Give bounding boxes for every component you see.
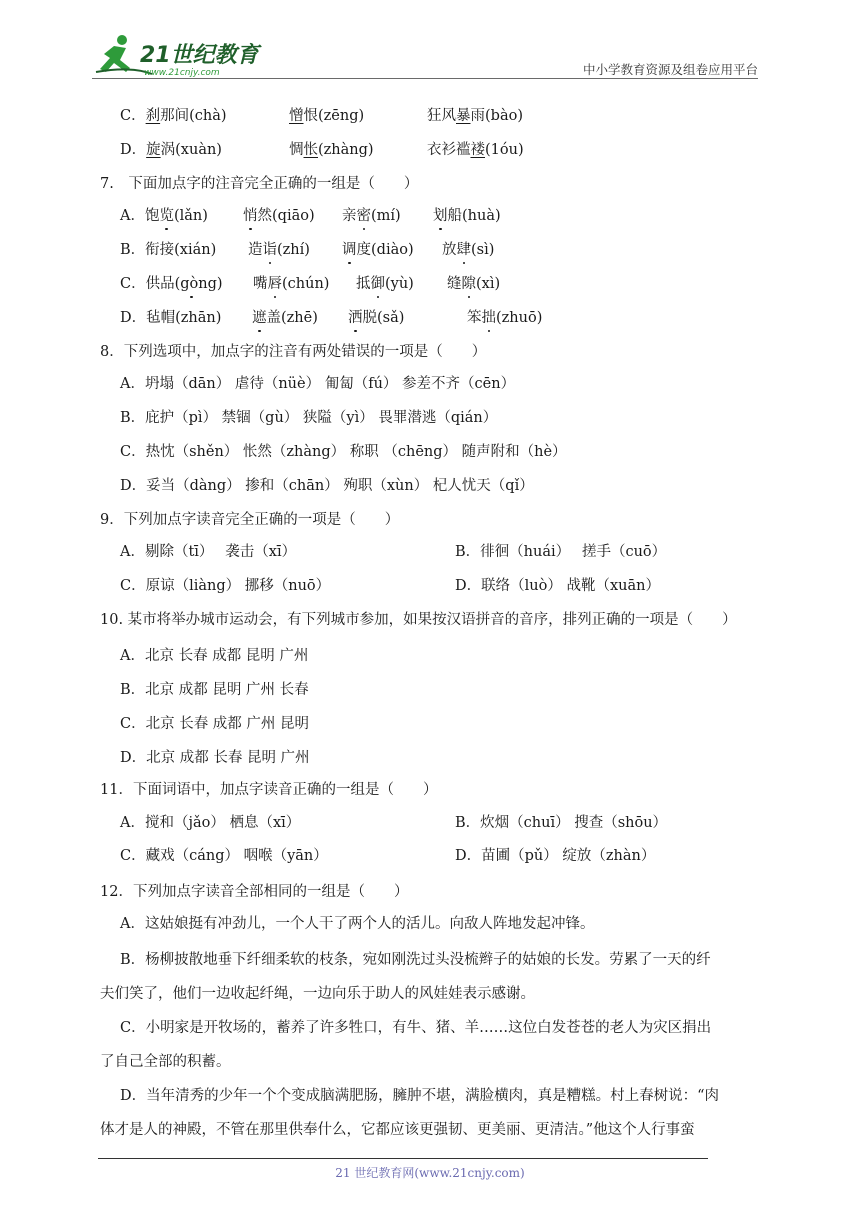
page-header xyxy=(92,32,758,80)
q10-option-a: A．北京 长春 成都 昆明 广州 xyxy=(120,648,309,664)
question-11: 11．下面词语中，加点字读音正确的一组是（ ） xyxy=(100,782,438,798)
q12-option-b-line2: 夫们笑了，他们一边收起纤绳，一边向乐于助人的风娃娃表示感谢。 xyxy=(100,986,535,1002)
q12-option-b-line1: B．杨柳披散地垂下纤细柔软的枝条，宛如刚洗过头没梳辫子的姑娘的长发。劳累了一天的纤 xyxy=(120,952,711,968)
q12-option-c-line1: C．小明家是开牧场的，蓄养了许多牲口，有牛、猪、羊……这位白发苍苍的老人为灾区捐出 xyxy=(120,1020,712,1036)
q8-option-c: C．热忱（shěn） 怅然（zhàng） 称职 （chēng） 随声附和（hè） xyxy=(120,444,567,460)
footer-divider xyxy=(98,1158,708,1159)
question-10: 10. 某市将举办城市运动会，有下列城市参加，如果按汉语拼音的音序，排列正确的一项是（ ） xyxy=(100,612,737,628)
svg-text:21世纪教育: 21世纪教育 xyxy=(140,43,259,68)
q9-option-a: A．剔除（tī） 袭击（xī） xyxy=(120,544,297,560)
logo-icon xyxy=(92,32,262,78)
q12-option-c-line2: 了自己全部的积蓄。 xyxy=(100,1054,231,1070)
question-12: 12．下列加点字读音全部相同的一组是（ ） xyxy=(100,884,409,900)
q8-option-d: D．妥当（dàng） 掺和（chān） 殉职（xùn） 杞人忧天（qǐ） xyxy=(120,478,534,494)
q10-option-c: C．北京 长春 成都 广州 昆明 xyxy=(120,716,310,732)
q11-option-b: B．炊烟（chuī） 搜查（shōu） xyxy=(455,815,668,831)
q7-option-b: B．衔接(xián) 造诣(zhí) 调度(diào) 放肆(sì) xyxy=(120,242,495,258)
header-divider xyxy=(92,78,758,79)
q10-option-b: B．北京 成都 昆明 广州 长春 xyxy=(120,682,309,698)
question-8: 8．下列选项中，加点字的注音有两处错误的一项是（ ） xyxy=(100,344,487,360)
q7-option-c: C．供品(gòng) 嘴唇(chún) 抵御(yù) 缝隙(xì) xyxy=(120,276,501,292)
footer-text: 21 世纪教育网(www.21cnjy.com) xyxy=(335,1166,525,1180)
question-7: 7. 下面加点字的注音完全正确的一组是（ ） xyxy=(100,176,419,192)
q12-option-a: A．这姑娘挺有冲劲儿，一个人干了两个人的活儿。向敌人阵地发起冲锋。 xyxy=(120,916,595,932)
q11-option-d: D．苗圃（pǔ） 绽放（zhàn） xyxy=(455,848,656,864)
q8-option-a: A．坍塌（dān） 虐待（nüè） 匍匐（fú） 参差不齐（cēn） xyxy=(120,376,516,392)
q9-option-d: D．联络（luò） 战靴（xuān） xyxy=(455,578,660,594)
q7-option-a: A．饱览(lǎn) 悄然(qiāo) 亲密(mí) 划船(huà) xyxy=(120,208,501,224)
q11-option-c: C．藏戏（cáng） 咽喉（yān） xyxy=(120,848,328,864)
q9-option-c: C．原谅（liàng） 挪移（nuō） xyxy=(120,578,331,594)
svg-text:www.21cnjy.com: www.21cnjy.com xyxy=(144,68,220,78)
q9-option-b: B．徘徊（huái） 搓手（cuō） xyxy=(455,544,667,560)
q8-option-b: B．庇护（pì） 禁锢（gù） 狭隘（yì） 畏罪潜逃（qián） xyxy=(120,410,498,426)
q6-option-d: D．旋涡(xuàn) 惆怅(zhàng) 衣衫褴褛(1óu) xyxy=(120,142,524,158)
q12-option-d-line1: D．当年清秀的少年一个个变成脑满肥肠，臃肿不堪，满脸横肉，真是糟糕。村上春树说：“肉 xyxy=(120,1088,720,1104)
q6-option-c: C．刹那间(chà) 憎恨(zēng) 狂风暴雨(bào) xyxy=(120,108,523,124)
q10-option-d: D．北京 成都 长春 昆明 广州 xyxy=(120,750,310,766)
q7-option-d: D．毡帽(zhān) 遮盖(zhē) 洒脱(sǎ) 笨拙(zhuō) xyxy=(120,310,543,326)
q11-option-a: A．搅和（jǎo） 栖息（xī） xyxy=(120,815,301,831)
question-9: 9．下列加点字读音完全正确的一项是（ ） xyxy=(100,512,400,528)
q12-option-d-line2: 体才是人的神殿，不管在那里供奉什么，它都应该更强韧、更美丽、更清洁。”他这个人行事蛮 xyxy=(100,1122,695,1138)
platform-name: 中小学教育资源及组卷应用平台 xyxy=(582,62,758,77)
